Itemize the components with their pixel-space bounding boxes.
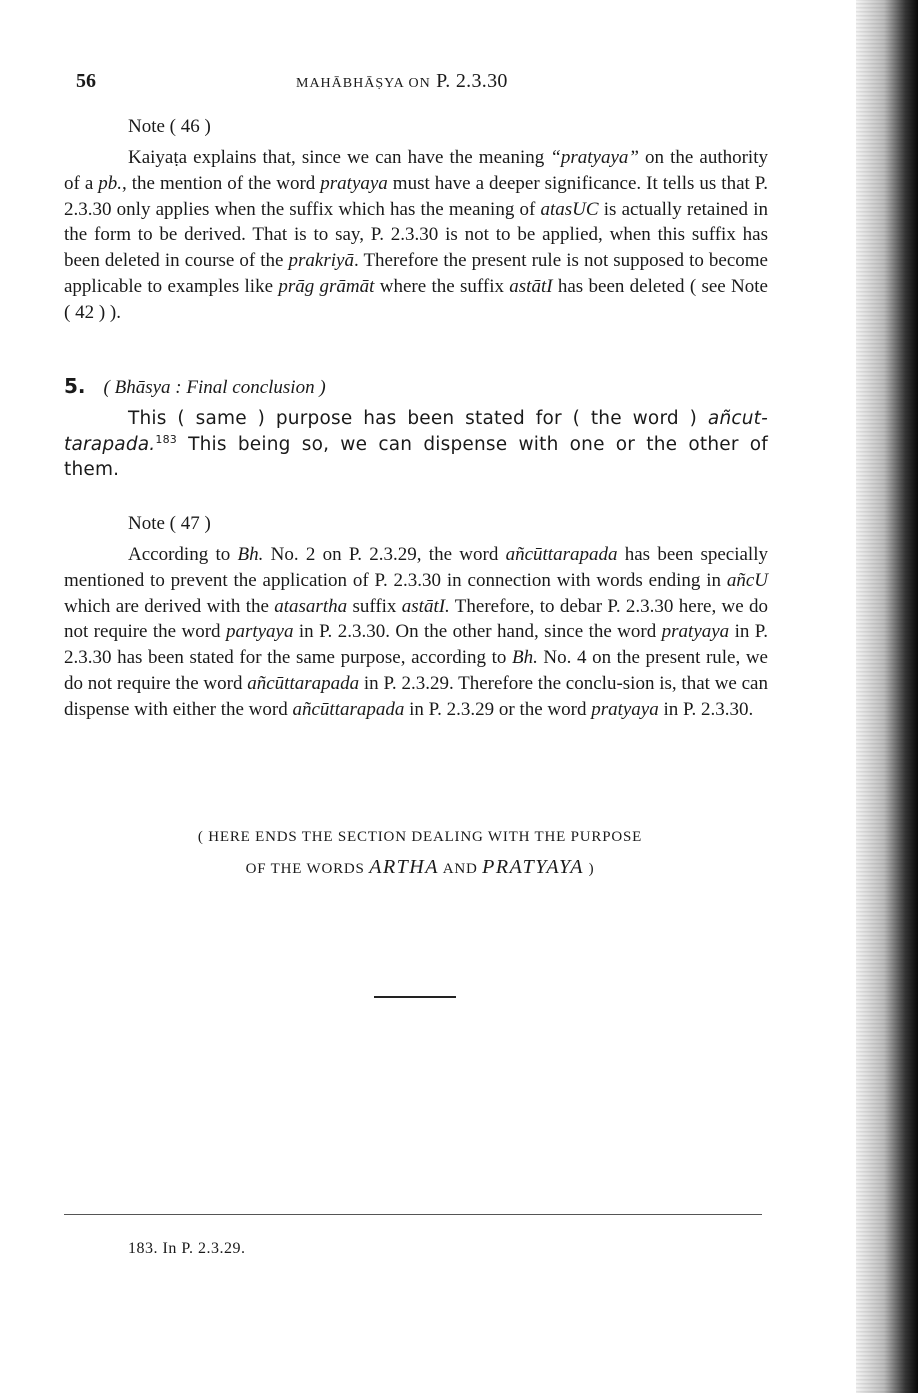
- section-5-paragraph: This ( same ) purpose has been stated for ( the word ) añcut-tarapada.$^{183}$ This being so, we can dispense with one or the other of them.: [64, 408, 768, 480]
- closing-conj: AND: [442, 861, 478, 877]
- section-end-line-2: [130, 852, 710, 885]
- closing-paren: ): [588, 861, 595, 877]
- note-47-paragraph: According to Bh. No. 2 on P. 2.3.29, the word añcūttarapada has been specially mentioned to prevent the application of P. 2.3.30 in connection with words ending in añcU which are derived with the atasartha suffix astātI. Therefore, to debar P. 2.3.30 here, we do not require the word partyaya in P. 2.3.30. On the other hand, since the word pratyaya in P. 2.3.30 has been stated for the same purpose, according to Bh. No. 4 on the present rule, we do not require the word añcūttarapada in P. 2.3.29. Therefore the conclu-sion is, that we can dispense with either the word añcūttarapada in P. 2.3.29 or the word pratyaya in P. 2.3.30.: [64, 544, 769, 720]
- running-head-rule: P. 2.3.30: [436, 70, 508, 92]
- section-end-line-1: ( HERE ENDS THE SECTION DEALING WITH THE PURPOSE: [197, 829, 643, 845]
- footnote-183: 183. In P. 2.3.29.: [128, 1240, 246, 1257]
- closing-prefix: OF THE WORDS: [245, 861, 365, 877]
- footnote-separator: [64, 1214, 762, 1215]
- page-number: 56: [76, 70, 96, 92]
- running-head-title: MAHĀBHĀṢYA ON: [296, 76, 431, 91]
- note-46-heading: Note ( 46 ): [128, 116, 211, 137]
- section-title: ( Bhāsya : Final conclusion ): [103, 377, 326, 398]
- running-head: [296, 70, 508, 93]
- end-ornament-rule: [374, 996, 456, 998]
- note-46-paragraph: Kaiyaṭa explains that, since we can have the meaning “pratyaya” on the authority of a pb., the mention of the word pratyaya must have a deeper significance. It tells us that P. 2.3.30 only applies when the suffix which has the meaning of atasUC is actually retained in the form to be derived. That is to say, P. 2.3.30 is not to be applied, when this suffix has been deleted in course of the prakriyā. Therefore the present rule is not supposed to become applicable to examples like prāg grāmāt where the suffix astātI has been deleted ( see Note ( 42 ) ).: [64, 147, 768, 323]
- section-number: 5.: [64, 374, 86, 398]
- closing-word-pratyaya: PRATYAYA: [482, 856, 584, 878]
- note-47-heading: Note ( 47 ): [128, 513, 211, 534]
- closing-word-artha: ARTHA: [369, 856, 439, 878]
- section-5-heading: [64, 374, 326, 399]
- book-spine-shadow: [856, 0, 918, 1393]
